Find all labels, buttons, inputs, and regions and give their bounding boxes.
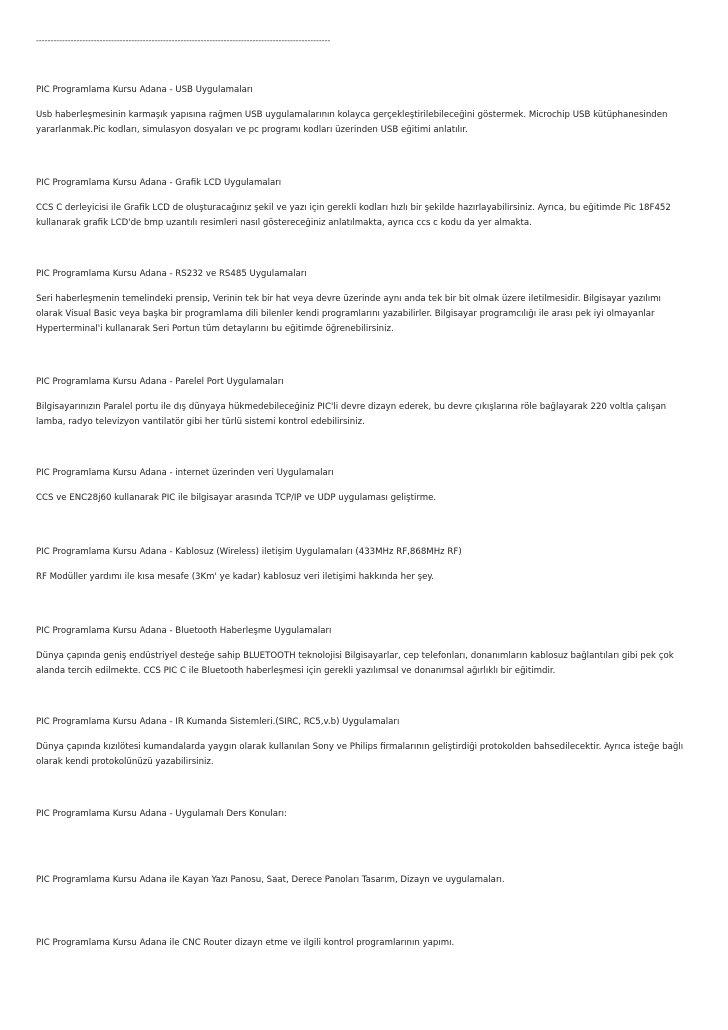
section-body: Usb haberleşmesinin karmaşık yapısına rağmen USB uygulamalarının kolayca gerçekleştirilebileceğini göstermek. Microchip USB kütüphanesinden yararlanmak.Pic kodları, simulasyon dosyaları ve pc programı kodları üzerinden USB eğitimi anlatılır.: [36, 110, 668, 135]
section-title: PIC Programlama Kursu Adana - IR Kumanda Sistemleri.(SIRC, RC5,v.b) Uygulamaları: [36, 717, 400, 727]
section-ir-remote: [36, 716, 686, 770]
section-title: PIC Programlama Kursu Adana - Kablosuz (Wireless) iletişim Uygulamaları (433MHz RF,868MHz RF): [36, 547, 462, 557]
section-parallel-port: [36, 376, 686, 430]
section-title: PIC Programlama Kursu Adana - Uygulamalı Ders Konuları:: [36, 809, 287, 819]
section-title: PIC Programlama Kursu Adana - internet üzerinden veri Uygulamaları: [36, 468, 334, 478]
section-title: PIC Programlama Kursu Adana ile Kayan Yazı Panosu, Saat, Derece Panoları Tasarım, Dizayn ve uygulamaları.: [36, 875, 505, 885]
separator-line: ------------------------------------------------------------------------------------------------------: [36, 36, 331, 45]
section-body: CCS C derleyicisi ile Grafik LCD de oluşturacağınız şekil ve yazı için gerekli kodları hızlı bir şekilde hazırlayabilirsiniz. Ayrıca, bu eğitimde Pic 18F452 kullanarak grafik LCD'de bmp uzantılı resimleri nasıl göstereceğiniz anlatılmakta, ayrıca ccs c kodu da yer almakta.: [36, 203, 671, 228]
section-title: PIC Programlama Kursu Adana - Bluetooth Haberleşme Uygulamaları: [36, 626, 332, 636]
section-body: Bilgisayarınızın Paralel portu ile dış dünyaya hükmedebileceğiniz PIC'li devre dizayn ederek, bu devre çıkışlarına röle bağlayarak 220 voltla çalışan lamba, radyo televizyon vantilatör gibi her türlü sistemi kontrol edebilirsiniz.: [36, 402, 667, 427]
section-title: PIC Programlama Kursu Adana - USB Uygulamaları: [36, 85, 253, 95]
section-applied-topics: [36, 808, 686, 820]
section-internet: [36, 467, 686, 506]
section-scrolling-text: [36, 874, 686, 886]
section-bluetooth: [36, 625, 686, 679]
section-body: CCS ve ENC28j60 kullanarak PIC ile bilgisayar arasında TCP/IP ve UDP uygulaması geliştirme.: [36, 493, 437, 503]
section-body: RF Modüller yardımı ile kısa mesafe (3Km' ye kadar) kablosuz veri iletişimi hakkında her şey.: [36, 572, 435, 582]
section-body: Seri haberleşmenin temelindeki prensip, Verinin tek bir hat veya devre üzerinde aynı anda tek bir bit olmak üzere iletilmesidir. Bilgisayar yazılımı olarak Visual Basic veya başka bir programlama dili bilenler kendi programlarını yazabilirler. Bilgisayar programcılığı ile arası pek iyi olmayanlar Hyperterminal'i kullanarak Seri Portun tüm detaylarını bu eğitimde öğrenebilirsiniz.: [36, 294, 661, 334]
section-body: Dünya çapında kızılötesi kumandalarda yaygın olarak kullanılan Sony ve Philips firmalarının geliştirdiği protokolden bahsedilecektir. Ayrıca isteğe bağlı olarak kendi protokolünüzü yazabilirsiniz.: [36, 742, 684, 767]
section-body: Dünya çapında geniş endüstriyel desteğe sahip BLUETOOTH teknolojisi Bilgisayarlar, cep telefonları, donanımların kablosuz bağlantıları gibi pek çok alanda tercih edilmekte. CCS PIC C ile Bluetooth haberleşmesi için gerekli yazılımsal ve donanımsal ağırlıklı bir eğitimdir.: [36, 651, 674, 676]
section-graphic-lcd: [36, 177, 686, 231]
section-title: PIC Programlama Kursu Adana - Grafik LCD Uygulamaları: [36, 178, 282, 188]
section-title: PIC Programlama Kursu Adana ile CNC Router dizayn etme ve ilgili kontrol programlarının yapımı.: [36, 938, 455, 948]
section-rs232-rs485: [36, 268, 686, 337]
section-cnc-router: [36, 937, 686, 949]
section-usb: [36, 84, 686, 138]
section-title: PIC Programlama Kursu Adana - Parelel Port Uygulamaları: [36, 377, 284, 387]
section-title: PIC Programlama Kursu Adana - RS232 ve RS485 Uygulamaları: [36, 269, 307, 279]
section-wireless: [36, 546, 686, 585]
